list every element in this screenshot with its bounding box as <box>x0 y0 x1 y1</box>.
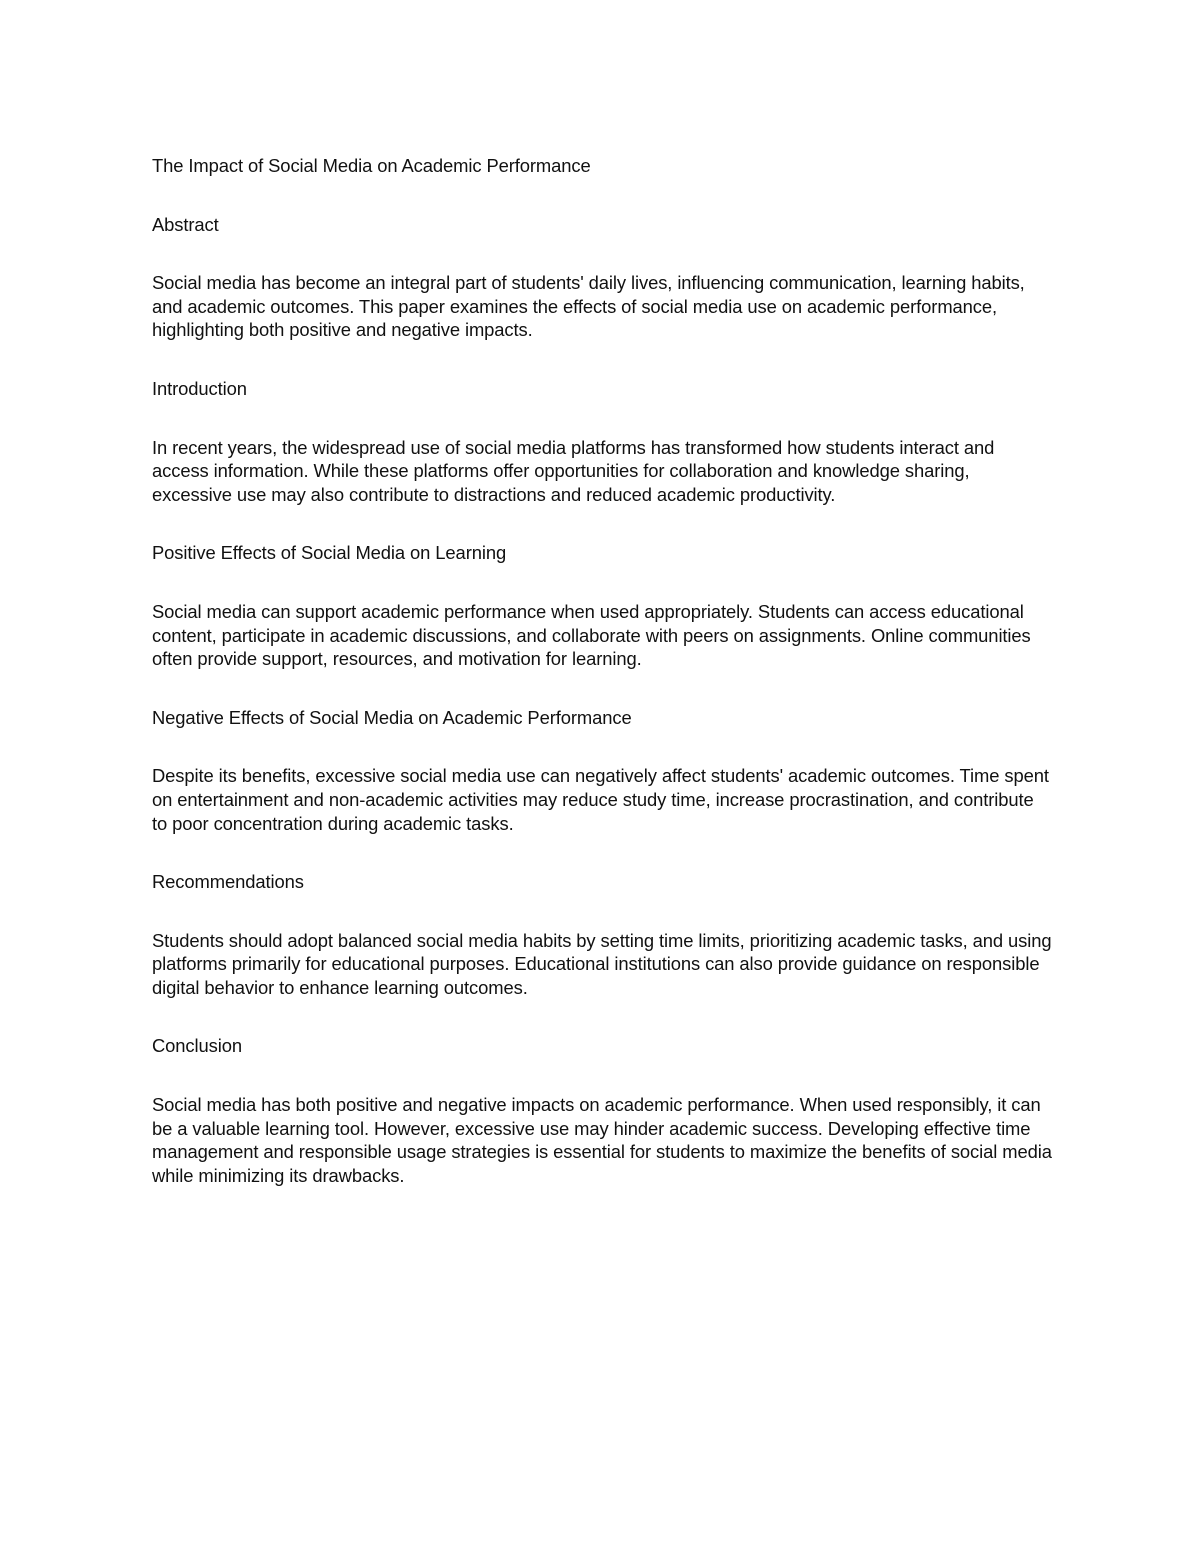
section-heading-abstract: Abstract <box>152 213 219 235</box>
section-heading-positive-effects: Positive Effects of Social Media on Learning <box>152 542 507 564</box>
section-heading-recommendations: Recommendations <box>152 871 304 893</box>
document-body <box>152 154 1052 1222</box>
section-body-positive-effects: Social media can support academic performance when used appropriately. Students can access educational content, participate in academic discussions, and collaborate with peers on assignments. Online communities often provide support, resources, and motivation for learning. <box>152 600 1031 670</box>
section-body-conclusion: Social media has both positive and negative impacts on academic performance. When used responsibly, it can be a valuable learning tool. However, excessive use may hinder academic success. Developing effective time management and responsible usage strategies is essential for students to maximize the benefits of social media while minimizing its drawbacks. <box>152 1094 1052 1186</box>
section-heading-introduction: Introduction <box>152 377 247 399</box>
document-title: The Impact of Social Media on Academic Performance <box>152 155 591 176</box>
section-body-negative-effects: Despite its benefits, excessive social media use can negatively affect students' academic outcomes. Time spent on entertainment and non-academic activities may reduce study time, increase procrastination, and contribute to poor concentration during academic tasks. <box>152 765 1049 834</box>
section-heading-negative-effects: Negative Effects of Social Media on Academic Performance <box>152 706 632 728</box>
section-body-introduction: In recent years, the widespread use of social media platforms has transformed how students interact and access information. While these platforms offer opportunities for collaboration and knowledge sharing, excessive use may also contribute to distractions and reduced academic productivity. <box>152 436 995 505</box>
section-body-recommendations: Students should adopt balanced social media habits by setting time limits, prioritizing academic tasks, and using platforms primarily for educational purposes. Educational institutions can also provide guidance on responsible digital behavior to enhance learning outcomes. <box>152 929 1052 998</box>
section-heading-conclusion: Conclusion <box>152 1035 242 1057</box>
section-body-abstract: Social media has become an integral part of students' daily lives, influencing communication, learning habits, and academic outcomes. This paper examines the effects of social media use on academic performance, highlighting both positive and negative impacts. <box>152 272 1025 341</box>
